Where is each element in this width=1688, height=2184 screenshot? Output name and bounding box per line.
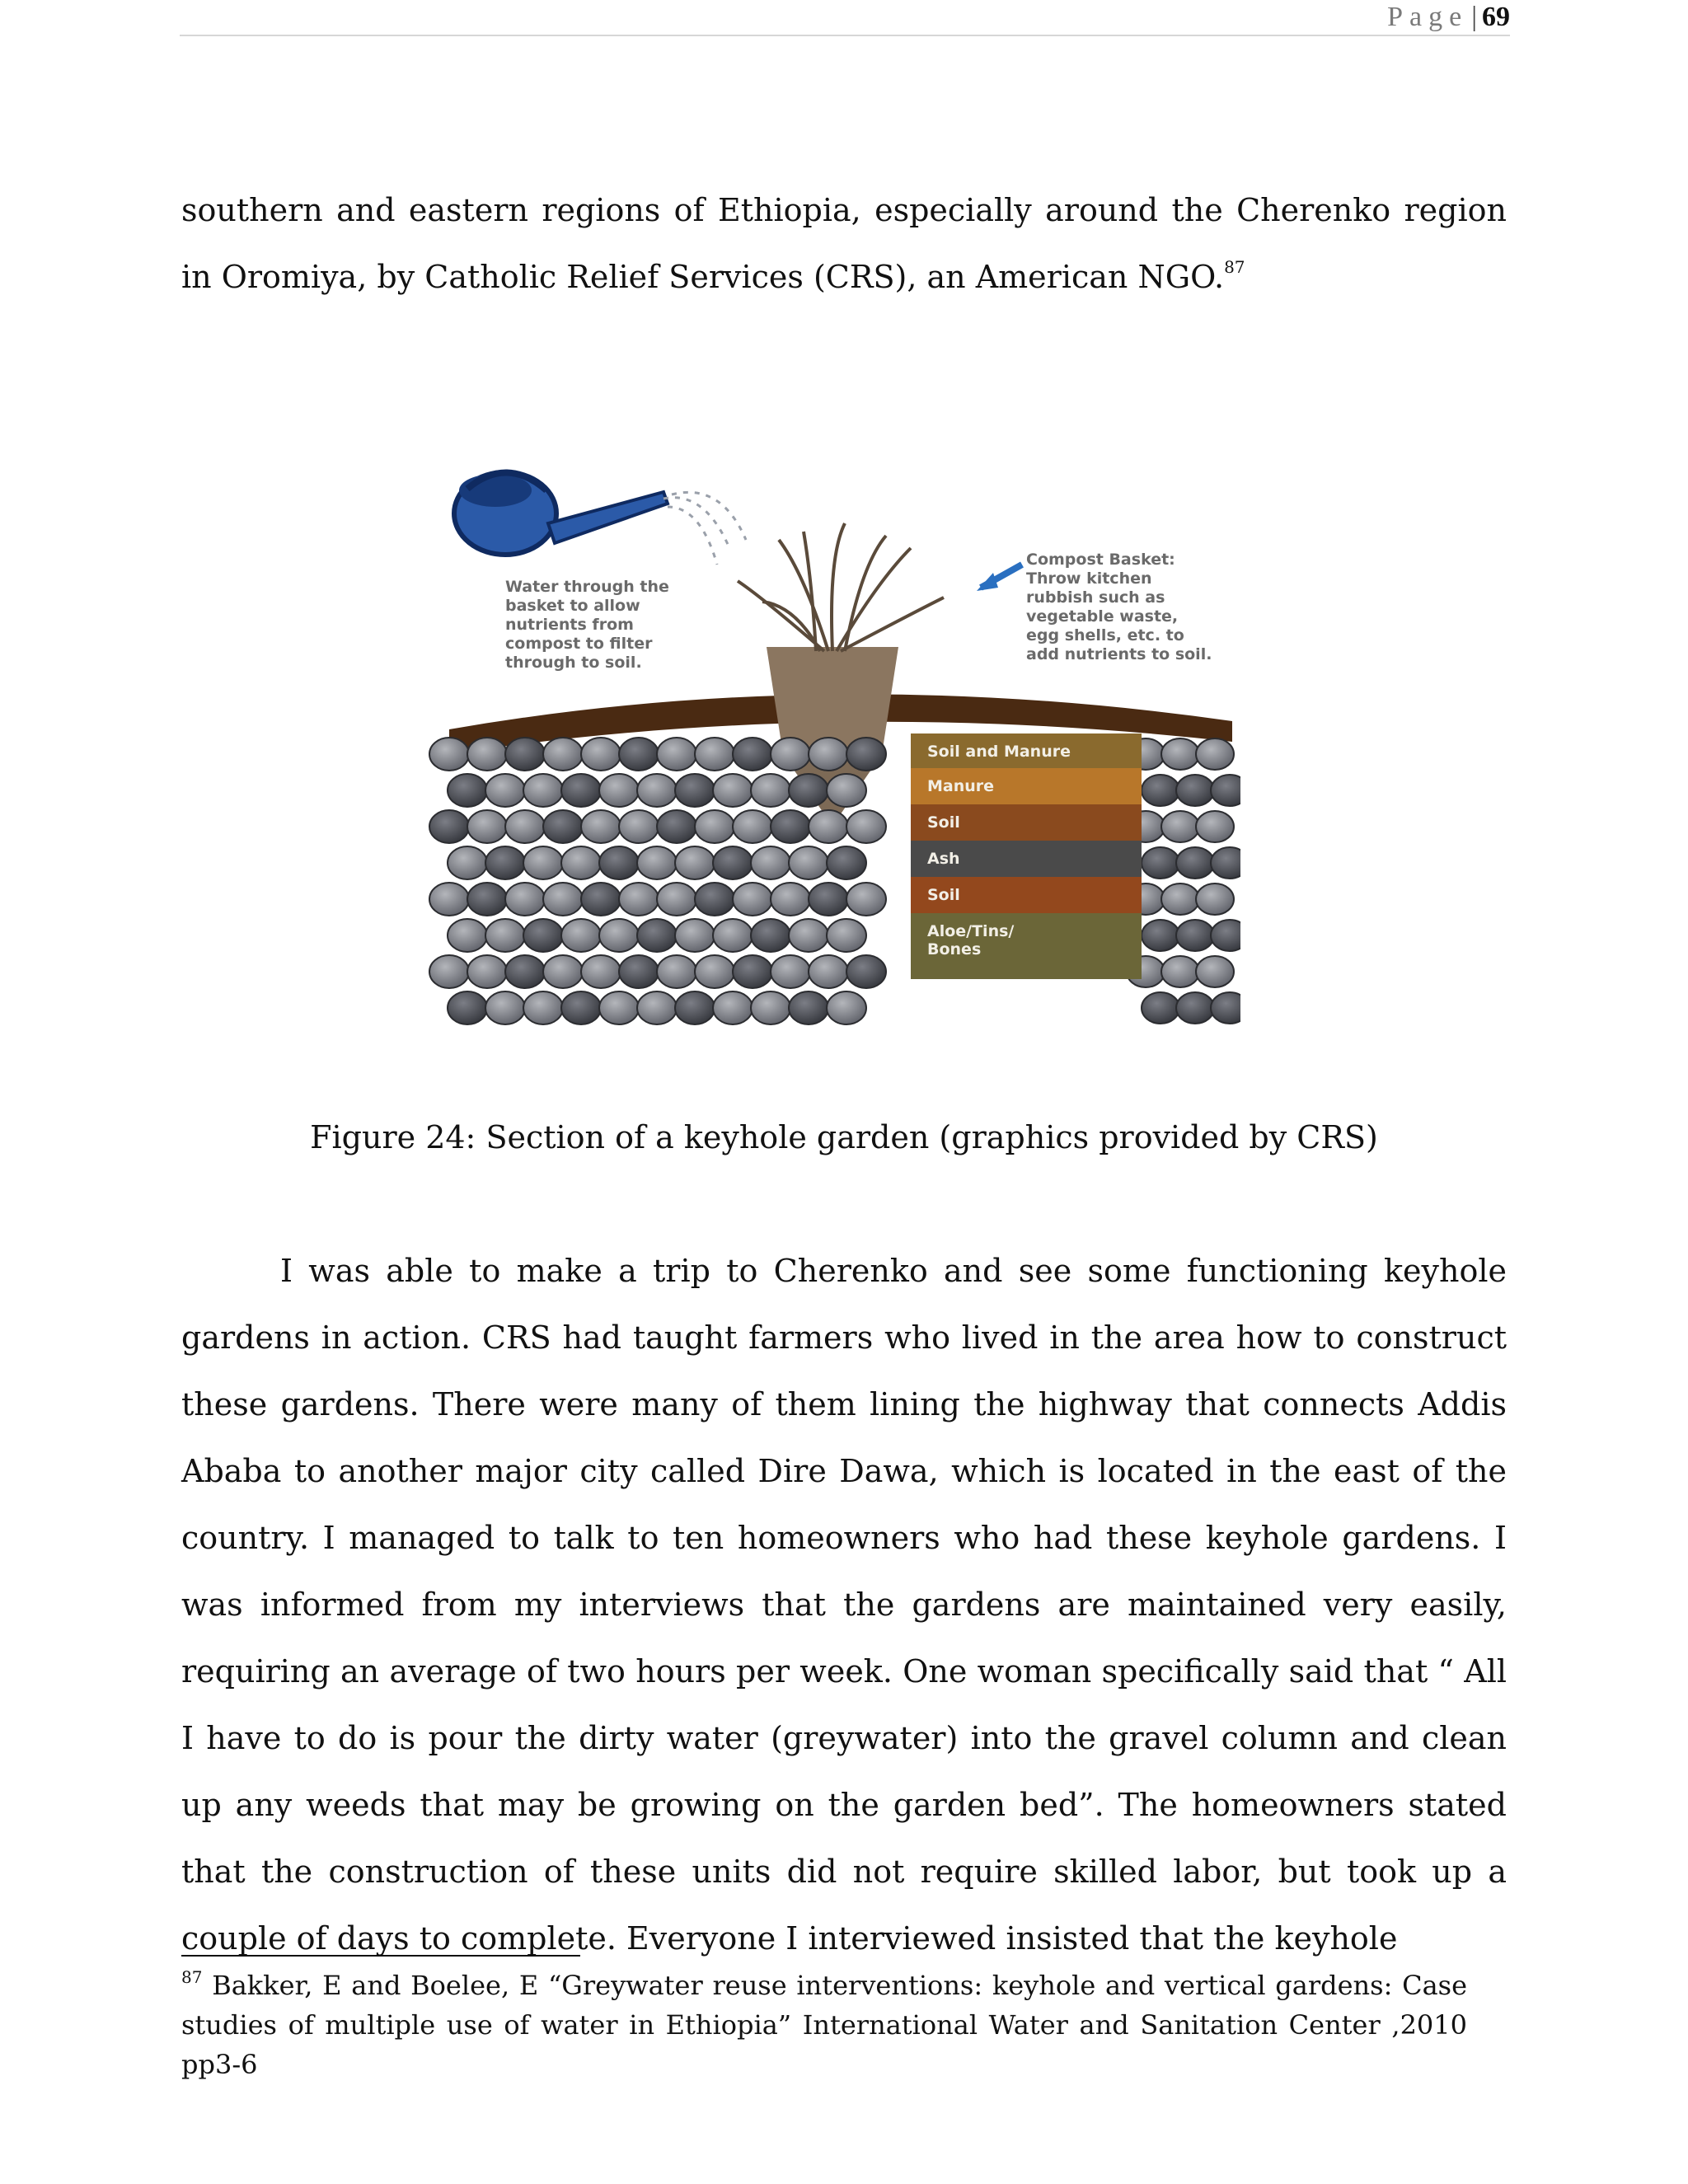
stone (599, 774, 639, 807)
soil-layer-label: Manure (927, 777, 995, 795)
stone (1142, 920, 1179, 951)
soil-layer-label: Soil and Manure (927, 743, 1071, 761)
stone (733, 738, 772, 771)
stone (581, 955, 621, 988)
stone (809, 738, 848, 771)
stone (485, 991, 525, 1024)
stone (1211, 920, 1240, 951)
stone (581, 738, 621, 771)
stone (523, 919, 563, 952)
soil-layer-label: Bones (927, 940, 982, 958)
svg-text:compost to filter: compost to filter (505, 635, 653, 653)
soil-layer-label: Aloe/Tins/ (927, 922, 1015, 940)
footnote-number: 87 (181, 1967, 203, 1987)
compost-basket-note (1026, 551, 1212, 663)
stone (675, 774, 715, 807)
stone (429, 738, 469, 771)
stone (657, 738, 696, 771)
stone (448, 846, 487, 879)
stone (695, 738, 734, 771)
stone (1211, 847, 1240, 879)
stone (1161, 956, 1199, 987)
stone (789, 991, 828, 1024)
stone (751, 919, 790, 952)
stone (846, 810, 886, 843)
arrow-icon (977, 565, 1022, 591)
stone (713, 774, 753, 807)
stone (846, 955, 886, 988)
footnote-text: Bakker, E and Boelee, E “Greywater reuse interventions: keyhole and vertical gardens: Case studies of multiple use of water in Ethiopia” International Water and Sanitation Center ,2010 pp3-6 (181, 1970, 1468, 2080)
page-number: Page | 69 (1387, 2, 1510, 32)
stone (467, 810, 507, 843)
stone (713, 846, 753, 879)
page-header (180, 0, 1510, 36)
svg-text:egg shells, etc. to: egg shells, etc. to (1026, 626, 1184, 644)
page-number-value: 69 (1482, 2, 1510, 32)
stone (1161, 811, 1199, 842)
stone (619, 810, 659, 843)
svg-text:add nutrients to soil.: add nutrients to soil. (1026, 645, 1212, 663)
stone (771, 738, 810, 771)
stone (581, 883, 621, 916)
stone (429, 883, 469, 916)
stone (789, 846, 828, 879)
paragraph-1-text: southern and eastern regions of Ethiopia, especially around the Cherenko region in Oromiya, by Catholic Relief Services (CRS), an American NGO. (181, 192, 1507, 295)
footnote-reference: 87 (1224, 257, 1245, 277)
stone (695, 883, 734, 916)
stone (846, 883, 886, 916)
stone (827, 774, 866, 807)
stone (751, 846, 790, 879)
stone (771, 955, 810, 988)
paragraph-1 (181, 177, 1507, 311)
stone (751, 991, 790, 1024)
stone (637, 774, 677, 807)
stone (1142, 992, 1179, 1024)
stone (448, 919, 487, 952)
stone (429, 810, 469, 843)
stone (657, 883, 696, 916)
soil-layers (911, 733, 1142, 979)
stone (675, 991, 715, 1024)
stone (657, 955, 696, 988)
stone (599, 919, 639, 952)
stone (1196, 883, 1234, 915)
stone (771, 883, 810, 916)
soil-layer-label: Ash (927, 850, 960, 868)
stone (713, 919, 753, 952)
stone (637, 919, 677, 952)
stone (448, 774, 487, 807)
stone (1176, 992, 1214, 1024)
soil-layer-label: Soil (927, 813, 960, 832)
stone (1161, 738, 1199, 770)
footnote-separator (181, 1955, 580, 1957)
stone (637, 846, 677, 879)
keyhole-garden-illustration (416, 457, 1240, 1034)
stone (637, 991, 677, 1024)
stone (599, 846, 639, 879)
stone (809, 810, 848, 843)
stone (523, 991, 563, 1024)
stone (827, 846, 866, 879)
stone (733, 883, 772, 916)
paragraph-2: I was able to make a trip to Cherenko and see some functioning keyhole gardens in action. CRS had taught farmers who lived in the area how to construct these gardens. There were many of them lining the highway that connects Addis Ababa to another major city called Dire Dawa, which is located in the east of the country. I managed to talk to ten homeowners who had these keyhole gardens. I was informed from my interviews that the gardens are maintained very easily, requiring an average of two hours per week. One woman specifically said that “ All I have to do is pour the dirty water (greywater) into the gravel column and clean up any weeds that may be growing on the garden bed”. The homeowners stated that the construction of these units did not require skilled labor, but took up a couple of days to complete. Everyone I interviewed insisted that the keyhole (181, 1253, 1507, 1957)
stone (619, 955, 659, 988)
stone (827, 919, 866, 952)
svg-text:rubbish such as: rubbish such as (1026, 588, 1165, 607)
stone (675, 846, 715, 879)
stone (523, 846, 563, 879)
stone (467, 883, 507, 916)
stone (523, 774, 563, 807)
svg-text:Water through the: Water through the (505, 578, 669, 596)
stone (809, 955, 848, 988)
svg-text:Throw kitchen: Throw kitchen (1026, 569, 1152, 588)
stone (1142, 775, 1179, 806)
stone (789, 774, 828, 807)
stone (467, 955, 507, 988)
stone (561, 846, 601, 879)
footnote (181, 1966, 1467, 2084)
stone (846, 738, 886, 771)
stone (751, 774, 790, 807)
stone (1211, 992, 1240, 1024)
stone (485, 774, 525, 807)
stone (561, 991, 601, 1024)
page-word: Page (1387, 2, 1469, 32)
watering-can-icon (454, 472, 668, 555)
stone (1142, 847, 1179, 879)
stone (657, 810, 696, 843)
stone (733, 955, 772, 988)
stone (827, 991, 866, 1024)
figure-caption: Figure 24: Section of a keyhole garden (graphics provided by CRS) (310, 1119, 1378, 1155)
stone (429, 955, 469, 988)
stone (619, 883, 659, 916)
stone (1196, 738, 1234, 770)
stone (485, 919, 525, 952)
stone (543, 955, 583, 988)
keyhole-garden-figure (416, 457, 1240, 1034)
stone (1196, 956, 1234, 987)
stone (561, 919, 601, 952)
stone (1161, 883, 1199, 915)
stone (505, 955, 545, 988)
stone (1176, 775, 1214, 806)
stone (733, 810, 772, 843)
stone (448, 991, 487, 1024)
stone (1176, 920, 1214, 951)
water-drops (663, 492, 746, 565)
stone (809, 883, 848, 916)
stone (675, 919, 715, 952)
soil-layer-label: Soil (927, 886, 960, 904)
water-note (505, 578, 669, 672)
svg-text:basket to allow: basket to allow (505, 597, 640, 615)
stone (581, 810, 621, 843)
stone (467, 738, 507, 771)
stone (561, 774, 601, 807)
stone (543, 883, 583, 916)
stone (619, 738, 659, 771)
stone (505, 883, 545, 916)
stone (485, 846, 525, 879)
stone (505, 810, 545, 843)
stone (543, 738, 583, 771)
stone (695, 955, 734, 988)
svg-text:through to soil.: through to soil. (505, 654, 642, 672)
stone (505, 738, 545, 771)
stone (1196, 811, 1234, 842)
svg-text:vegetable waste,: vegetable waste, (1026, 607, 1179, 626)
svg-text:nutrients from: nutrients from (505, 616, 634, 634)
stone (599, 991, 639, 1024)
stone (789, 919, 828, 952)
stone (713, 991, 753, 1024)
stone (543, 810, 583, 843)
stone (695, 810, 734, 843)
stone (1211, 775, 1240, 806)
stone (771, 810, 810, 843)
svg-text:Compost Basket:: Compost Basket: (1026, 551, 1175, 569)
stone (1176, 847, 1214, 879)
